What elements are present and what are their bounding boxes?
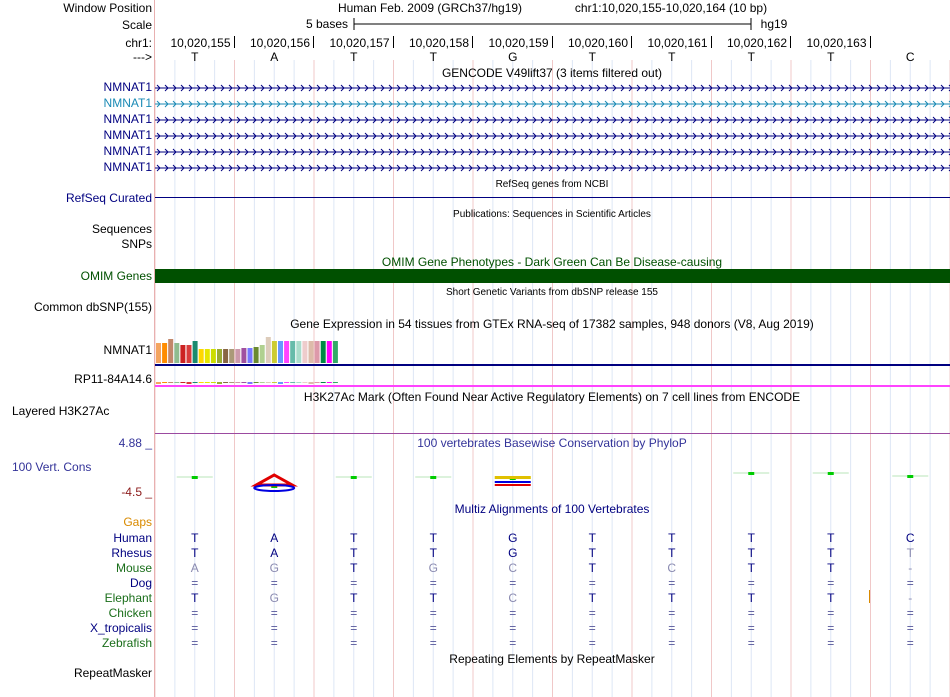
alignment-base: T (906, 546, 914, 560)
gencode-transcript[interactable] (155, 163, 950, 173)
gtex-tissue-bar-2 (284, 382, 289, 383)
species-label: Dog (129, 576, 152, 590)
alignment-base: = (747, 621, 755, 635)
phylop-logo-a (254, 475, 294, 491)
alignment-base: = (191, 636, 199, 650)
window-position-label: Window Position (63, 1, 152, 15)
phylop-plot[interactable] (155, 440, 950, 500)
gtex-tissue-bar (235, 349, 240, 363)
alignment-base: T (588, 546, 596, 560)
gtex-title: Gene Expression in 54 tissues from GTEx RNA-seq of 17382 samples, 948 donors (V8, Aug 2019) (290, 317, 814, 331)
gtex-tissue-bar-2 (260, 382, 265, 383)
gtex-tissue-bar (315, 341, 320, 363)
alignment-base: = (827, 606, 835, 620)
gencode-item-label[interactable]: NMNAT1 (103, 112, 152, 126)
gtex-tissue-bar (168, 339, 173, 363)
gap-marker (869, 590, 870, 603)
repeatmasker-title: Repeating Elements by RepeatMasker (449, 652, 655, 666)
alignment-base: G (428, 561, 438, 575)
gtex-tissue-bar (321, 341, 326, 363)
gtex-tissue-bar-2 (296, 382, 301, 383)
alignment-base: = (827, 621, 835, 635)
gtex-tissue-bar (229, 349, 234, 363)
sequences-label[interactable]: Sequences (91, 222, 152, 236)
gtex-tissue-bar (241, 348, 246, 363)
ruler-position: 10,020,156 (249, 36, 310, 50)
gtex-tissue-bar-2 (168, 382, 173, 383)
alignment-base: = (270, 576, 278, 590)
alignment-base: = (429, 636, 437, 650)
gtex-tissue-bar-2 (156, 382, 161, 384)
alignment-base: = (827, 576, 835, 590)
alignment-base: T (747, 591, 755, 605)
gtex-tissue-bar-2 (315, 382, 320, 383)
alignment-base: = (906, 576, 914, 590)
alignment-base: = (350, 636, 358, 650)
gtex-bars[interactable] (155, 330, 950, 390)
ruler-tick (472, 36, 473, 48)
alignment-base: T (827, 561, 835, 575)
alignment-base: = (191, 606, 199, 620)
assembly-title: Human Feb. 2009 (GRCh37/hg19) (337, 1, 523, 15)
sequence-base: A (270, 50, 279, 64)
phylop-min-label: -4.5 _ (121, 485, 152, 499)
ruler-tick (870, 36, 871, 48)
alignment-base: A (270, 546, 279, 560)
sequence-base: T (668, 50, 676, 64)
alignment-base: = (509, 636, 517, 650)
gtex-tissue-bar (254, 347, 259, 363)
gtex-tissue-bar-2 (248, 382, 253, 384)
gtex-tissue-bar-2 (229, 382, 234, 383)
alignment-base: T (191, 546, 199, 560)
alignment-base: = (906, 606, 914, 620)
gtex-tissue-bar-2 (266, 382, 271, 383)
gtex-tissue-bar (187, 345, 192, 363)
gtex-tissue-bar (223, 349, 228, 363)
snps-label[interactable]: SNPs (121, 237, 152, 251)
gtex-tissue-bar (211, 349, 216, 363)
species-label: Chicken (108, 606, 152, 620)
alignment-base: G (269, 561, 279, 575)
gaps-label: Gaps (123, 515, 152, 529)
gtex-tissue-bar (156, 343, 161, 363)
omim-bar[interactable] (155, 269, 950, 283)
phylop-label[interactable]: 100 Vert. Cons (12, 460, 92, 474)
gtex-tissue-bar (266, 337, 271, 363)
gtex-tissue-bar (193, 341, 198, 363)
gencode-item-label[interactable]: NMNAT1 (103, 160, 152, 174)
alignment-base: = (747, 576, 755, 590)
alignment-base: T (588, 531, 596, 545)
alignment-base: T (350, 546, 358, 560)
dbsnp-title: Short Genetic Variants from dbSNP release 155 (446, 287, 658, 298)
alignment-base: T (191, 591, 199, 605)
scale-bar (155, 0, 950, 30)
ruler-position: 10,020,162 (726, 36, 787, 50)
gencode-transcript[interactable] (155, 131, 950, 141)
species-label: Elephant (104, 591, 152, 605)
alignment-base: C (508, 591, 518, 605)
alignment-base: = (509, 606, 517, 620)
alignment-base: = (668, 621, 676, 635)
scale-label: Scale (121, 18, 152, 32)
gtex-gene-label-2[interactable]: RP11-84A14.6 (74, 372, 152, 386)
alignment-base: = (191, 576, 199, 590)
chrom-label: chr1: (125, 36, 152, 50)
alignment-base: = (509, 621, 517, 635)
gtex-tissue-bar (309, 341, 314, 363)
ruler-tick (393, 36, 394, 48)
scale-text: 5 bases (305, 17, 349, 31)
phylop-title: 100 vertebrates Basewise Conservation by PhyloP (417, 436, 687, 450)
gencode-transcript[interactable] (155, 83, 950, 93)
gtex-gene-line (155, 364, 950, 366)
gtex-tissue-bar-2 (223, 382, 228, 383)
alignment-base: T (827, 546, 835, 560)
gtex-gene-line (155, 385, 950, 387)
ruler-position: 10,020,161 (647, 36, 708, 50)
alignment-base: T (747, 531, 755, 545)
alignment-base: = (747, 636, 755, 650)
h3k27ac-label[interactable]: Layered H3K27Ac (12, 404, 110, 418)
ruler-tick (711, 36, 712, 48)
sequence-base: T (827, 50, 835, 64)
ruler-tick (552, 36, 553, 48)
gtex-tissue-bar-2 (180, 382, 185, 383)
alignment-base: = (588, 576, 596, 590)
species-label: Rhesus (111, 546, 152, 560)
alignment-base: = (509, 576, 517, 590)
gtex-tissue-bar (284, 341, 289, 363)
alignment-base: T (429, 531, 437, 545)
alignment-base: = (429, 576, 437, 590)
alignment-base: T (588, 591, 596, 605)
publications-title: Publications: Sequences in Scientific Articles (453, 209, 651, 220)
phylop-logo-g (495, 476, 531, 486)
gtex-tissue-bar-2 (187, 382, 192, 384)
alignment-base: = (668, 636, 676, 650)
gtex-tissue-bar-2 (241, 382, 246, 383)
gtex-tissue-bar-2 (254, 382, 259, 383)
alignment-base: = (270, 636, 278, 650)
gtex-tissue-bar (278, 341, 283, 363)
alignment-base: T (747, 546, 755, 560)
alignment-base: A (190, 561, 199, 575)
gencode-item-label[interactable]: NMNAT1 (103, 96, 152, 110)
gencode-item-label[interactable]: NMNAT1 (103, 128, 152, 142)
label-divider (154, 0, 155, 697)
sequence-base: G (508, 50, 518, 64)
phylop-max-label: 4.88 _ (118, 436, 152, 450)
ruler-tick (234, 36, 235, 48)
sequence-base: T (350, 50, 358, 64)
alignment-base: T (350, 561, 358, 575)
gtex-tissue-bar (302, 341, 307, 363)
h3k27ac-title: H3K27Ac Mark (Often Found Near Active Regulatory Elements) on 7 cell lines from ENCODE (303, 390, 801, 404)
ruler-position: 10,020,158 (408, 36, 469, 50)
ruler-position: 10,020,157 (329, 36, 390, 50)
repeatmasker-label[interactable]: RepeatMasker (73, 666, 152, 680)
alignment-base: = (827, 636, 835, 650)
sequence-base: T (588, 50, 596, 64)
alignment-base: T (827, 591, 835, 605)
gtex-tissue-bar-2 (302, 382, 307, 383)
gencode-transcript[interactable] (155, 115, 950, 125)
refseq-label[interactable]: RefSeq Curated (65, 191, 152, 205)
omim-title: OMIM Gene Phenotypes - Dark Green Can Be Disease-causing (381, 255, 723, 269)
alignment-base: T (191, 531, 199, 545)
species-label: X_tropicalis (89, 621, 152, 635)
gtex-tissue-bar-2 (217, 382, 222, 384)
gtex-tissue-bar-2 (290, 382, 295, 383)
gtex-tissue-bar (333, 341, 338, 363)
species-label: Mouse (115, 561, 152, 575)
phylop-score (748, 472, 754, 475)
alignment-base: = (350, 576, 358, 590)
gencode-item-label[interactable]: NMNAT1 (103, 80, 152, 94)
gtex-tissue-bar (272, 341, 277, 363)
gtex-tissue-bar (290, 341, 295, 363)
ruler-position: 10,020,160 (567, 36, 628, 50)
alignment-base: = (429, 606, 437, 620)
alignment-base: G (269, 591, 279, 605)
strand-label: ---> (133, 50, 152, 64)
alignment-base: = (588, 636, 596, 650)
gtex-tissue-bar (260, 345, 265, 363)
gtex-tissue-bar (180, 345, 185, 363)
scale-db: hg19 (760, 17, 788, 31)
alignment-base: = (906, 636, 914, 650)
gtex-tissue-bar-2 (327, 382, 332, 383)
gtex-tissue-bar (174, 343, 179, 363)
alignment-base: = (747, 606, 755, 620)
species-label: Zebrafish (101, 636, 152, 650)
alignment-base: - (908, 561, 913, 575)
position-range: chr1:10,020,155-10,020,164 (10 bp) (574, 1, 768, 15)
alignment-base: T (429, 546, 437, 560)
track-labels (0, 0, 155, 697)
alignment-base: C (905, 531, 915, 545)
gtex-gene-label[interactable]: NMNAT1 (103, 343, 152, 357)
gtex-tissue-bar-2 (333, 382, 338, 383)
gtex-tissue-bar-2 (162, 382, 167, 383)
phylop-score (192, 476, 198, 479)
alignment-base: T (668, 531, 676, 545)
gtex-tissue-bar-2 (211, 382, 216, 383)
gtex-tissue-bar-2 (278, 382, 283, 384)
gtex-tissue-bar (199, 349, 204, 363)
alignment-base: - (908, 591, 913, 605)
alignment-base: = (429, 621, 437, 635)
alignment-base: = (191, 621, 199, 635)
ruler-position: 10,020,155 (170, 36, 231, 50)
gtex-tissue-bar (296, 341, 301, 363)
sequence-base: T (429, 50, 437, 64)
alignment-base: A (270, 531, 279, 545)
ruler-position: 10,020,159 (488, 36, 549, 50)
alignment-base: G (508, 546, 518, 560)
alignment-base: = (588, 606, 596, 620)
gtex-tissue-bar-2 (235, 382, 240, 383)
alignment-base: T (350, 591, 358, 605)
alignment-base: T (747, 561, 755, 575)
gtex-tissue-bar-2 (321, 382, 326, 383)
species-label: Human (113, 531, 152, 545)
ruler-tick (790, 36, 791, 48)
ruler-position: 10,020,163 (806, 36, 867, 50)
alignment-base: C (667, 561, 677, 575)
sequence-base: T (191, 50, 199, 64)
gtex-tissue-bar (327, 341, 332, 363)
alignment-base: C (508, 561, 518, 575)
alignment-base: = (588, 621, 596, 635)
h3k27ac-line[interactable] (155, 433, 950, 434)
alignment-base: T (588, 561, 596, 575)
ruler-tick (313, 36, 314, 48)
dbsnp-label[interactable]: Common dbSNP(155) (33, 300, 152, 314)
phylop-score (828, 472, 834, 475)
sequence-base: T (747, 50, 755, 64)
gtex-tissue-bar (248, 348, 253, 363)
omim-label[interactable]: OMIM Genes (80, 269, 152, 283)
alignment-base: T (429, 591, 437, 605)
alignment-base: = (668, 576, 676, 590)
alignment-base: = (270, 606, 278, 620)
alignment-base: = (270, 621, 278, 635)
alignment-base: T (827, 531, 835, 545)
gtex-tissue-bar-2 (309, 382, 314, 384)
refseq-line[interactable] (155, 197, 950, 198)
alignment-base: T (668, 591, 676, 605)
gencode-transcript[interactable] (155, 147, 950, 157)
alignment-base: T (350, 531, 358, 545)
alignment-base: = (350, 606, 358, 620)
gtex-tissue-bar (205, 349, 210, 363)
alignment-base: = (906, 621, 914, 635)
gtex-tissue-bar-2 (193, 382, 198, 383)
gencode-item-label[interactable]: NMNAT1 (103, 144, 152, 158)
track-image[interactable] (155, 0, 950, 697)
phylop-score (907, 475, 913, 478)
phylop-score (351, 476, 357, 479)
alignment-base: T (668, 546, 676, 560)
gtex-tissue-bar-2 (205, 382, 210, 383)
alignment-base: G (508, 531, 518, 545)
refseq-title: RefSeq genes from NCBI (495, 179, 609, 190)
sequence-base: C (905, 50, 915, 64)
alignment-base: = (350, 621, 358, 635)
gtex-tissue-bar (162, 343, 167, 363)
alignment-base: = (668, 606, 676, 620)
gencode-title: GENCODE V49lift37 (3 items filtered out) (441, 66, 663, 80)
gtex-tissue-bar-2 (272, 382, 277, 383)
gtex-tissue-bar-2 (174, 382, 179, 383)
multiz-title: Multiz Alignments of 100 Vertebrates (454, 502, 650, 516)
gencode-transcript[interactable] (155, 99, 950, 109)
gtex-tissue-bar (217, 349, 222, 363)
phylop-score (430, 476, 436, 479)
gtex-tissue-bar-2 (199, 382, 204, 383)
ruler-tick (631, 36, 632, 48)
